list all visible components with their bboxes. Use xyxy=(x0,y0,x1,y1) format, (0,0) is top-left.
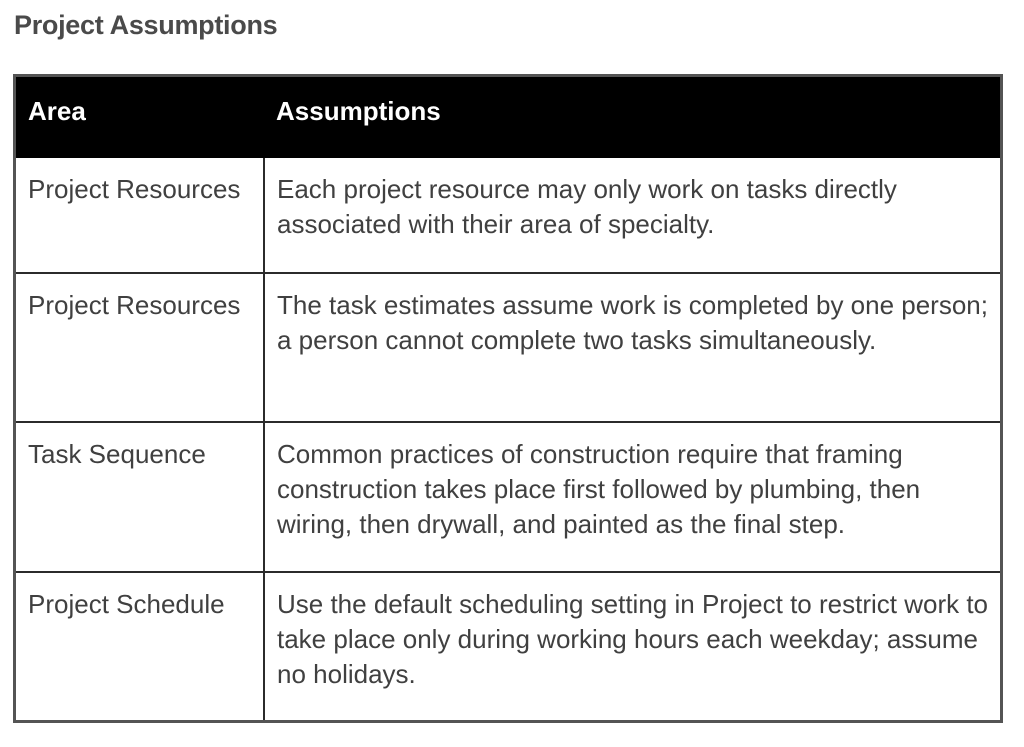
table-row xyxy=(16,273,1000,422)
assumption-cell: Each project resource may only work on tasks directly associated with their area of specialty. xyxy=(277,174,897,239)
table-row xyxy=(16,422,1000,572)
column-header-area: Area xyxy=(16,77,264,158)
assumption-cell: The task estimates assume work is completed by one person; a person cannot complete two tasks simultaneously. xyxy=(264,273,1000,422)
header-row xyxy=(16,77,1000,158)
assumptions-table xyxy=(13,74,1003,723)
column-header-assumptions: Assumptions xyxy=(264,77,1000,158)
table-body xyxy=(16,158,1000,720)
table-row xyxy=(16,572,1000,720)
table-header xyxy=(16,77,1000,158)
assumptions-grid xyxy=(16,77,1000,720)
area-cell: Project Resources xyxy=(16,158,264,273)
assumption-cell: Use the default scheduling setting in Project to restrict work to take place only during working hours each weekday; assume no holidays. xyxy=(264,572,1000,720)
area-cell: Project Resources xyxy=(16,273,264,422)
area-cell: Task Sequence xyxy=(16,422,264,572)
area-cell: Project Schedule xyxy=(16,572,264,720)
assumption-cell: Common practices of construction require that framing construction takes place first followed by plumbing, then wiring, then drywall, and painted as the final step. xyxy=(264,422,1000,572)
table-row xyxy=(16,158,1000,273)
page-title: Project Assumptions xyxy=(14,10,278,40)
